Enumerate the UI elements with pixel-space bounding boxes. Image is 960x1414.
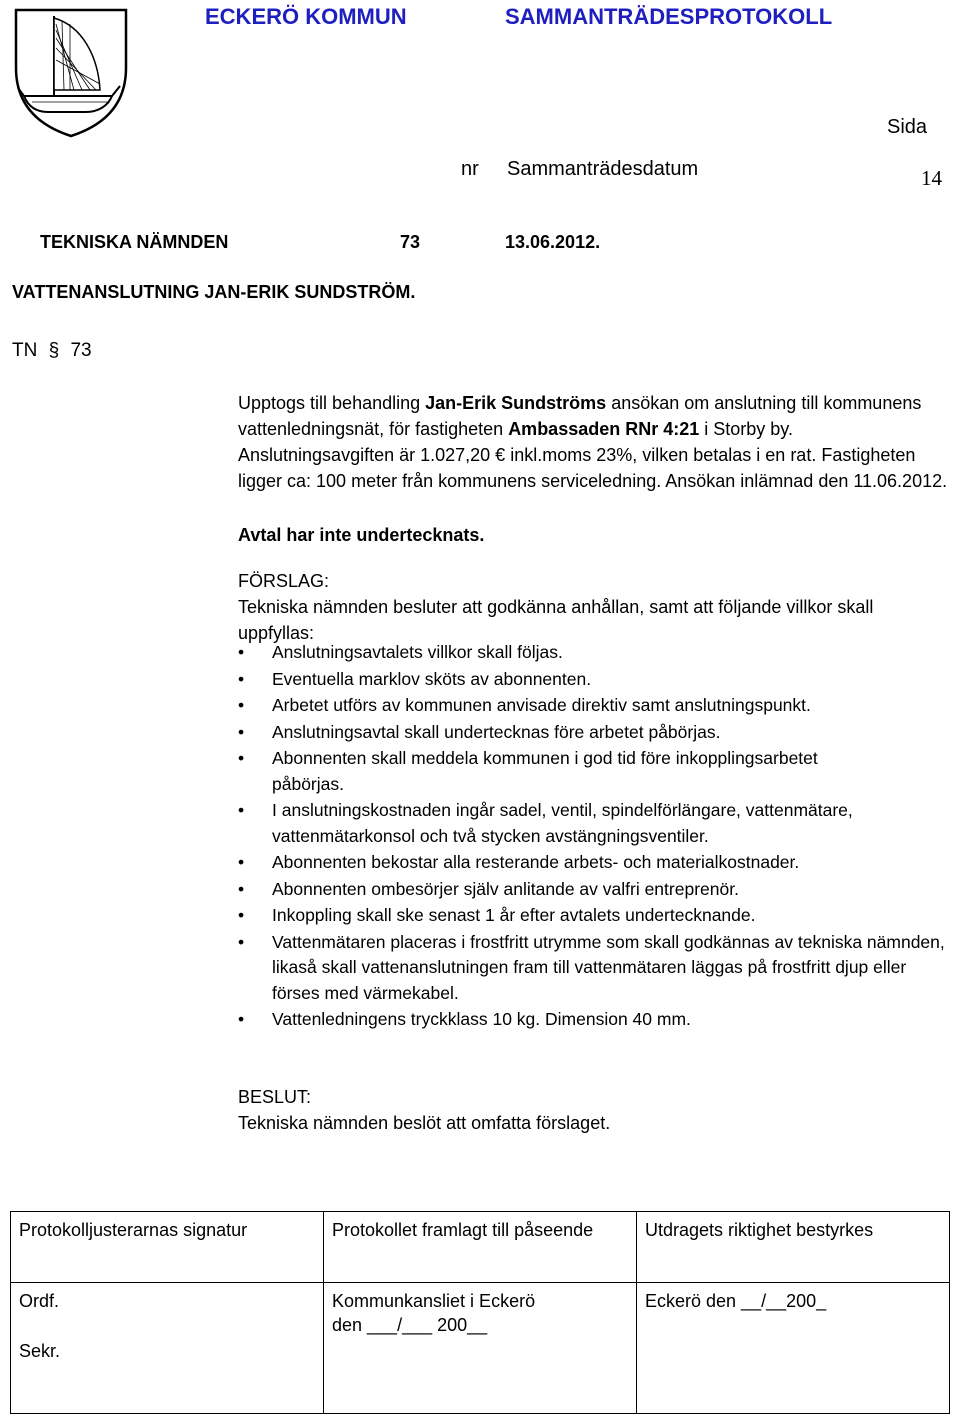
office-location: Kommunkansliet i Eckerö xyxy=(332,1291,536,1311)
paragraph-icon: § xyxy=(48,340,60,361)
decision-heading: BESLUT: xyxy=(238,1087,312,1107)
signature-column-header: Protokolljusterarnas signatur xyxy=(11,1212,324,1283)
nr-label: nr xyxy=(461,158,479,180)
committee-name: TEKNISKA NÄMNDEN xyxy=(40,232,229,252)
list-item: • Anslutningsavtalets villkor skall följas. xyxy=(238,640,948,666)
secretary-label: Sekr. xyxy=(19,1341,61,1361)
display-date-line: den ___/___ 200__ xyxy=(332,1315,488,1335)
signature-cell xyxy=(11,1283,324,1414)
municipality-name: ECKERÖ KOMMUN xyxy=(205,4,407,29)
list-item: • Abonnenten skall meddela kommunen i god tid före inkopplingsarbetet påbörjas. xyxy=(238,746,832,797)
list-item: • Vattenledningens tryckklass 10 kg. Dimension 40 mm. xyxy=(238,1007,948,1033)
intro-text: Upptogs till behandling xyxy=(238,393,426,413)
applicant-name: Jan-Erik Sundströms xyxy=(425,393,607,413)
public-display-cell xyxy=(324,1283,637,1414)
section-label: TN xyxy=(12,340,38,361)
conditions-list xyxy=(238,640,948,1034)
meeting-date-label: Sammanträdesdatum xyxy=(507,158,699,180)
intro-text-3: i Storby by. Anslutningsavgiften är 1.027,20 € inkl.moms 23%, vilken betalas i en rat. Fastigheten ligger ca: 100 meter från kommunens serviceledning. Ansökan inlämnad den 11.06.2012. xyxy=(238,419,948,491)
property-name: Ambassaden RNr 4:21 xyxy=(508,419,700,439)
extract-verification-column-header: Utdragets riktighet bestyrkes xyxy=(637,1212,950,1283)
list-item: • Arbetet utförs av kommunen anvisade direktiv samt anslutningspunkt. xyxy=(238,693,948,719)
agreement-note: Avtal har inte undertecknats. xyxy=(238,525,485,545)
list-item: • Anslutningsavtal skall undertecknas före arbetet påbörjas. xyxy=(238,720,948,746)
meeting-number: 73 xyxy=(400,232,421,252)
list-item: • Abonnenten ombesörjer själv anlitande av valfri entreprenör. xyxy=(238,877,948,903)
item-title: VATTENANSLUTNING JAN-ERIK SUNDSTRÖM. xyxy=(12,282,416,302)
section-number: 73 xyxy=(70,340,92,361)
section-reference xyxy=(12,340,92,362)
page-number: 14 xyxy=(921,166,942,190)
list-item: • Eventuella marklov sköts av abonnenten. xyxy=(238,667,948,693)
verification-date-line: Eckerö den __/__200_ xyxy=(645,1291,827,1311)
list-item: • Inkoppling skall ske senast 1 år efter avtalets undertecknande. xyxy=(238,903,948,929)
municipal-coat-of-arms-logo xyxy=(12,6,130,138)
proposal-heading: FÖRSLAG: xyxy=(238,571,330,591)
extract-verification-cell xyxy=(637,1283,950,1414)
list-item: • I anslutningskostnaden ingår sadel, ventil, spindelförlängare, vattenmätare, vattenmätarkonsol och två stycken avstängningsventiler. xyxy=(238,798,872,849)
sida-label: Sida xyxy=(887,116,928,138)
list-item: • Abonnenten bekostar alla resterande arbets- och materialkostnader. xyxy=(238,850,948,876)
document-type: SAMMANTRÄDESPROTOKOLL xyxy=(505,4,833,29)
public-display-column-header: Protokollet framlagt till påseende xyxy=(324,1212,637,1283)
proposal-text: Tekniska nämnden besluter att godkänna anhållan, samt att följande villkor skall uppfyllas: xyxy=(238,597,874,643)
decision-text: Tekniska nämnden beslöt att omfatta förslaget. xyxy=(238,1113,611,1133)
signature-table xyxy=(10,1211,950,1414)
intro-text-2: ansökan om anslutning till kommunens vattenledningsnät, för fastigheten xyxy=(238,393,922,439)
meeting-date: 13.06.2012. xyxy=(505,232,601,252)
item-description xyxy=(238,390,948,494)
chairman-label: Ordf. xyxy=(19,1291,60,1311)
list-item: • Vattenmätaren placeras i frostfritt utrymme som skall godkännas av tekniska nämnden, likaså skall vattenanslutningen fram till vattenmätaren läggas på frostfritt djup eller förses med värmekabel. xyxy=(238,930,952,1007)
